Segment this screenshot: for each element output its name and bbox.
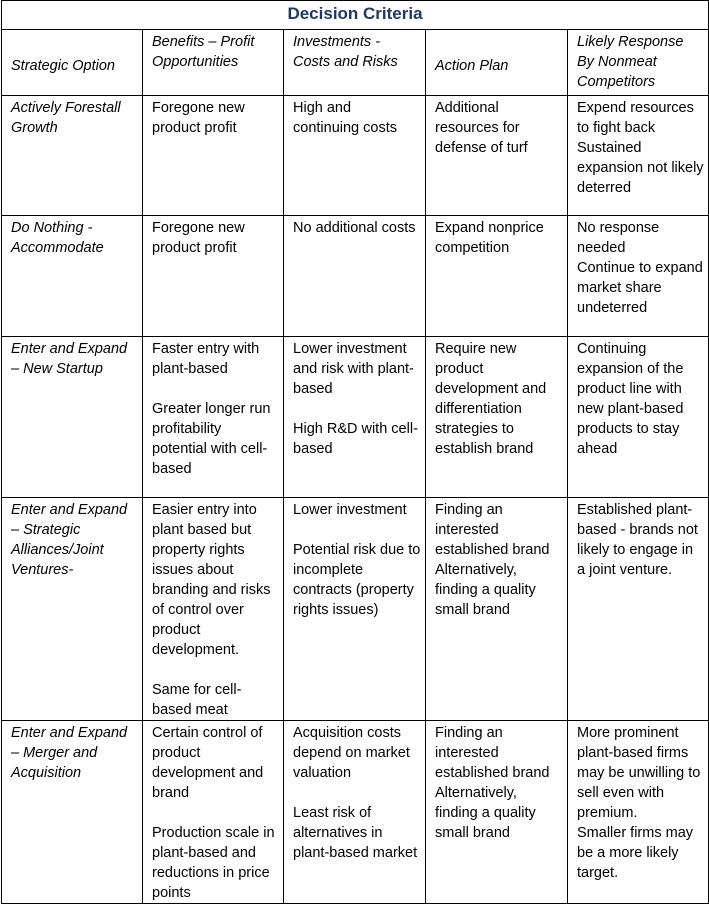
cell-paragraph: No additional costs (293, 220, 416, 236)
header-benefits: Benefits – Profit Opportunities (143, 30, 284, 96)
cell-paragraph: No response needed (577, 220, 660, 256)
action-cell (426, 337, 568, 498)
cell-paragraph: Lower investment and risk with plant-based (293, 341, 414, 397)
table-row (2, 498, 709, 721)
cell-paragraph: Certain control of product development and brand (152, 725, 264, 801)
cell-paragraph: Alternatively, finding a quality small brand (435, 785, 536, 841)
strategic-option-cell: Enter and Expand – Strategic Alliances/Joint Ventures- (2, 498, 143, 721)
paragraph-gap (152, 379, 279, 399)
cell-paragraph: Foregone new product profit (152, 220, 245, 256)
cell-paragraph: Least risk of alternatives in plant-based market (293, 805, 418, 861)
investments-cell (284, 337, 426, 498)
cell-paragraph: More prominent plant-based firms may be unwilling to sell even with premium. (577, 725, 701, 821)
header-strategic-option: Strategic Option (2, 30, 143, 96)
paragraph-gap (293, 399, 421, 419)
title-row (2, 1, 709, 30)
cell-paragraph: Lower investment (293, 502, 407, 518)
header-row (2, 30, 709, 96)
paragraph-gap (152, 660, 279, 680)
benefits-cell (143, 337, 284, 498)
header-action-plan: Action Plan (426, 30, 568, 96)
benefits-cell (143, 498, 284, 721)
benefits-cell (143, 216, 284, 337)
paragraph-gap (152, 803, 279, 823)
cell-paragraph: High R&D with cell-based (293, 421, 418, 457)
header-investments: Investments - Costs and Risks (284, 30, 426, 96)
response-cell (568, 96, 709, 216)
cell-paragraph: Finding an interested established brand (435, 502, 550, 558)
decision-criteria-table (1, 0, 709, 904)
benefits-cell (143, 96, 284, 216)
cell-paragraph: Greater longer run profitability potential with cell-based (152, 401, 271, 477)
table-row (2, 216, 709, 337)
table-row (2, 721, 709, 904)
benefits-cell (143, 721, 284, 904)
action-cell (426, 721, 568, 904)
response-cell (568, 216, 709, 337)
cell-paragraph: Faster entry with plant-based (152, 341, 260, 377)
action-cell (426, 96, 568, 216)
cell-paragraph: Easier entry into plant based but property rights issues about branding and risks of control over product development. (152, 502, 271, 658)
table-row (2, 96, 709, 216)
strategic-option-cell: Do Nothing - Accommodate (2, 216, 143, 337)
investments-cell (284, 96, 426, 216)
response-cell (568, 498, 709, 721)
table-row (2, 337, 709, 498)
header-likely-response: Likely Response By Nonmeat Competitors (568, 30, 709, 96)
investments-cell (284, 216, 426, 337)
response-cell (568, 337, 709, 498)
cell-paragraph: Sustained expansion not likely deterred (577, 140, 704, 196)
cell-paragraph: Smaller firms may be a more likely target. (577, 825, 694, 881)
cell-paragraph: Additional resources for defense of turf (435, 100, 528, 156)
cell-paragraph: Finding an interested established brand (435, 725, 550, 781)
cell-paragraph: Expend resources to fight back (577, 100, 694, 136)
cell-paragraph: Require new product development and differentiation strategies to establish brand (435, 341, 547, 457)
cell-paragraph: Established plant-based - brands not likely to engage in a joint venture. (577, 502, 698, 578)
action-cell (426, 498, 568, 721)
cell-paragraph: Continuing expansion of the product line with new plant-based products to stay ahead (577, 341, 684, 457)
paragraph-gap (293, 783, 421, 803)
investments-cell (284, 721, 426, 904)
action-cell (426, 216, 568, 337)
cell-paragraph: High and continuing costs (293, 100, 397, 136)
investments-cell (284, 498, 426, 721)
table-title: Decision Criteria (2, 1, 709, 30)
strategic-option-cell: Actively Forestall Growth (2, 96, 143, 216)
strategic-option-cell: Enter and Expand – New Startup (2, 337, 143, 498)
paragraph-gap (293, 520, 421, 540)
cell-paragraph: Expand nonprice competition (435, 220, 544, 256)
cell-paragraph: Alternatively, finding a quality small brand (435, 562, 536, 618)
cell-paragraph: Acquisition costs depend on market valuation (293, 725, 410, 781)
cell-paragraph: Potential risk due to incomplete contracts (property rights issues) (293, 542, 421, 618)
response-cell (568, 721, 709, 904)
cell-paragraph: Foregone new product profit (152, 100, 245, 136)
cell-paragraph: Production scale in plant-based and reductions in price points (152, 825, 275, 901)
cell-paragraph: Same for cell-based meat (152, 682, 242, 718)
cell-paragraph: Continue to expand market share undeterred (577, 260, 703, 316)
strategic-option-cell: Enter and Expand – Merger and Acquisition (2, 721, 143, 904)
